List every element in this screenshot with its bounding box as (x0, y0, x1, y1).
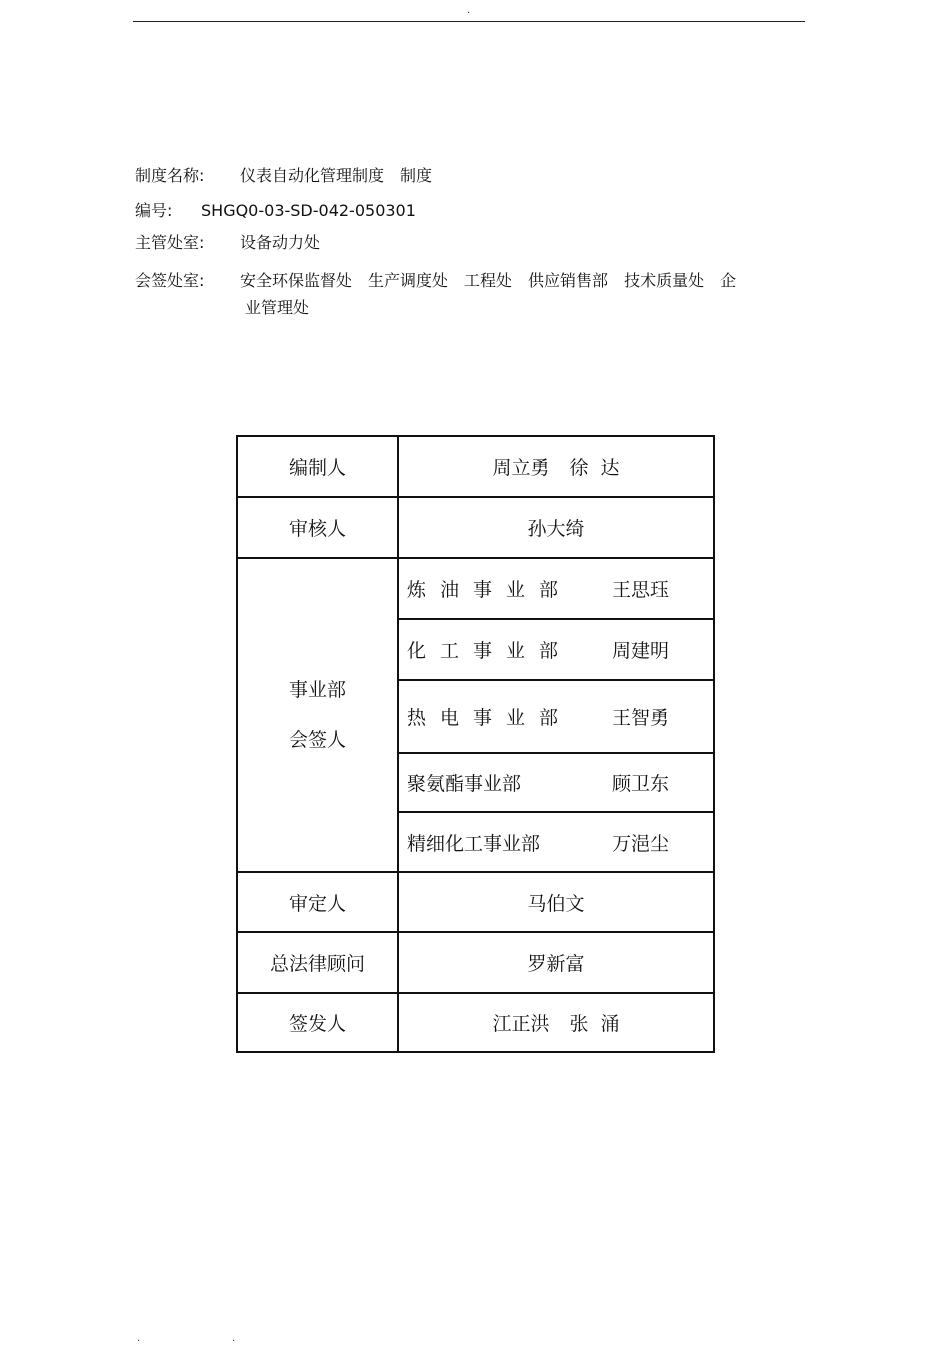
division-cosign-row (398, 680, 714, 753)
dept-name: 化工事业部 (407, 640, 573, 662)
table-row (237, 497, 714, 558)
dept-name: 炼油事业部 (407, 579, 573, 601)
dept-person: 顾卫东 (612, 773, 670, 795)
issuer-names: 江正洪 张 涌 (398, 993, 714, 1052)
table-row (237, 932, 714, 993)
division-cosign-row (398, 753, 714, 812)
reviewer-names: 孙大绮 (398, 497, 714, 558)
issuer-role: 签发人 (237, 993, 398, 1052)
dept-name: 精细化工事业部 (407, 832, 541, 855)
compiler-role: 编制人 (237, 436, 398, 497)
footer-dot: . (137, 1333, 141, 1344)
dept-person: 王思珏 (612, 579, 670, 601)
system-name-value: 仪表自动化管理制度 制度 (240, 166, 433, 185)
cosign-office-wrap-end: 业管理处 (245, 298, 310, 317)
table-row (237, 993, 714, 1052)
reviewer-role: 审核人 (237, 497, 398, 558)
cosign-offices-list (240, 271, 752, 291)
cosign-office-wrap-start: 企 (720, 271, 737, 290)
cosign-office: 工程处 (464, 271, 513, 290)
division-cosign-row (398, 619, 714, 680)
compiler-names: 周立勇 徐 达 (398, 436, 714, 497)
dept-person: 万浥尘 (612, 832, 670, 855)
legal-counsel-names: 罗新富 (398, 932, 714, 993)
dept-person: 周建明 (612, 640, 670, 662)
cosign-offices-label: 会签处室: (135, 271, 205, 290)
division-cosign-role: 事业部 会签人 (237, 558, 398, 872)
header-dot: . (467, 5, 471, 16)
code-label: 编号: (135, 201, 173, 220)
table-row (237, 436, 714, 497)
approver-role: 审定人 (237, 872, 398, 932)
legal-counsel-role: 总法律顾问 (237, 932, 398, 993)
cosign-office: 安全环保监督处 (240, 271, 353, 290)
managing-office-label: 主管处室: (135, 233, 205, 252)
system-name-label: 制度名称: (135, 166, 205, 185)
cosign-office: 技术质量处 (624, 271, 705, 290)
cosign-office: 生产调度处 (368, 271, 449, 290)
dept-name: 热电事业部 (407, 707, 573, 729)
division-cosign-row (398, 558, 714, 619)
system-name-suffix: 制度 (400, 166, 433, 185)
signature-table (236, 435, 715, 1053)
header-rule (133, 21, 805, 22)
code-value: SHGQ0-03-SD-042-050301 (201, 201, 416, 220)
table-row (237, 558, 714, 619)
dept-name: 聚氨酯事业部 (407, 773, 522, 795)
division-cosign-row (398, 812, 714, 872)
dept-person: 王智勇 (612, 707, 670, 729)
approver-names: 马伯文 (398, 872, 714, 932)
managing-office-value: 设备动力处 (240, 233, 321, 252)
cosign-office: 供应销售部 (528, 271, 609, 290)
footer-dot: . (232, 1333, 236, 1344)
table-row (237, 872, 714, 932)
